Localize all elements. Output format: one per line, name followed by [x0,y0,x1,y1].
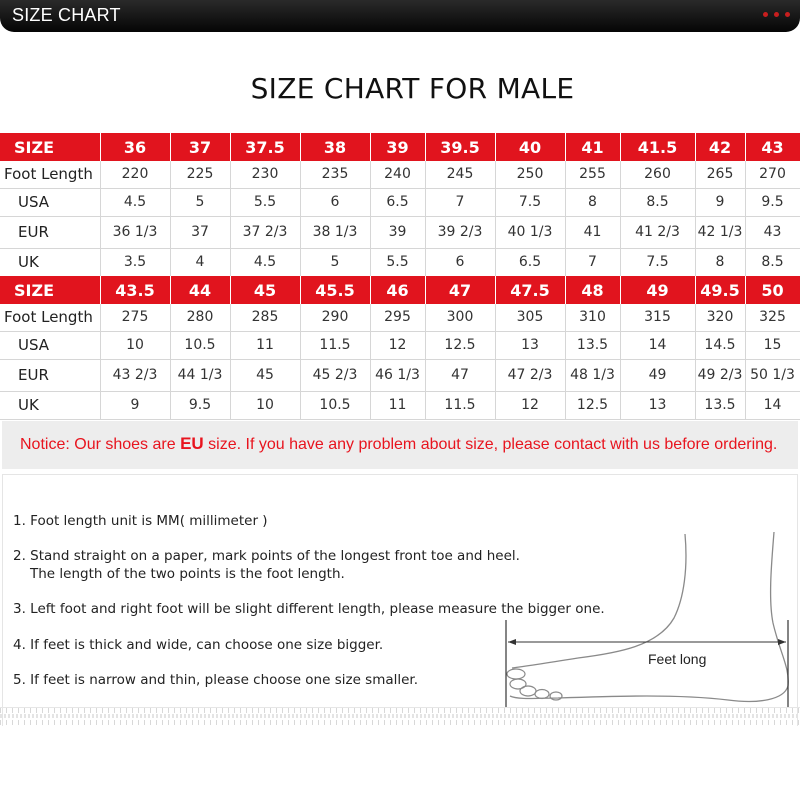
instruction-text: 2. Stand straight on a paper, mark points of the longest front toe and heel. [13,548,520,564]
table-cell: 14 [620,331,695,359]
table-cell: 235 [300,161,370,188]
size-label: SIZE [0,276,100,304]
size-header-row [0,133,800,161]
table-cell: 280 [170,304,230,331]
row-label: UK [0,391,100,419]
row-label: EUR [0,359,100,391]
table-cell: 39 2/3 [425,216,495,248]
table-row [0,359,800,391]
table-cell: 37 2/3 [230,216,300,248]
table-cell: 220 [100,161,170,188]
size-cell: 43.5 [100,276,170,304]
instruction-text: 3. Left foot and right foot will be slight different length, please measure the bigger one. [13,601,605,617]
table-cell: 6 [425,248,495,276]
instruction-item [13,637,383,653]
table-cell: 3.5 [100,248,170,276]
table-cell: 12 [370,331,425,359]
instruction-item [13,548,520,582]
size-cell: 49 [620,276,695,304]
instruction-item [13,672,418,688]
row-label: UK [0,248,100,276]
table-cell: 42 1/3 [695,216,745,248]
row-label: USA [0,331,100,359]
table-row [0,304,800,331]
dot-icon [763,12,768,17]
table-cell: 285 [230,304,300,331]
table-cell: 41 [565,216,620,248]
table-cell: 230 [230,161,300,188]
table-cell: 45 2/3 [300,359,370,391]
table-cell: 36 1/3 [100,216,170,248]
table-cell: 9 [100,391,170,419]
size-table-1 [0,133,800,277]
table-cell: 38 1/3 [300,216,370,248]
notice-prefix: Notice: Our shoes are [20,436,181,453]
table-cell: 300 [425,304,495,331]
table-cell: 49 [620,359,695,391]
table-cell: 310 [565,304,620,331]
table-cell: 6 [300,188,370,216]
instruction-text: 4. If feet is thick and wide, can choose one size bigger. [13,637,384,653]
table-cell: 270 [745,161,800,188]
dot-icon [785,12,790,17]
table-cell: 10 [100,331,170,359]
table-cell: 10.5 [170,331,230,359]
table-cell: 47 [425,359,495,391]
table-cell: 4 [170,248,230,276]
size-cell: 38 [300,133,370,161]
instruction-item [13,513,268,529]
size-cell: 47.5 [495,276,565,304]
table-cell: 37 [170,216,230,248]
size-cell: 44 [170,276,230,304]
size-cell: 46 [370,276,425,304]
table-cell: 13 [495,331,565,359]
table-cell: 13.5 [695,391,745,419]
table-cell: 14 [745,391,800,419]
table-row [0,331,800,359]
illustration-label: Feet long [648,651,707,667]
notice-suffix: size. If you have any problem about size, please contact with us before ordering. [203,436,778,453]
table-cell: 46 1/3 [370,359,425,391]
table-cell: 43 [745,216,800,248]
size-cell: 48 [565,276,620,304]
instruction-text: 5. If feet is narrow and thin, please choose one size smaller. [13,672,419,688]
instruction-text: 1. Foot length unit is MM( millimeter ) [13,513,268,529]
header-dots [763,12,790,17]
table-cell: 325 [745,304,800,331]
size-label: SIZE [0,133,100,161]
table-cell: 240 [370,161,425,188]
table-cell: 43 2/3 [100,359,170,391]
size-cell: 45.5 [300,276,370,304]
table-cell: 11.5 [425,391,495,419]
table-cell: 14.5 [695,331,745,359]
table-cell: 11 [370,391,425,419]
table-cell: 47 2/3 [495,359,565,391]
dot-icon [774,12,779,17]
table-cell: 40 1/3 [495,216,565,248]
table-cell: 10 [230,391,300,419]
table-cell: 225 [170,161,230,188]
size-cell: 36 [100,133,170,161]
table-cell: 8 [695,248,745,276]
table-cell: 12.5 [565,391,620,419]
table-cell: 13 [620,391,695,419]
table-cell: 260 [620,161,695,188]
table-cell: 5.5 [370,248,425,276]
table-cell: 11.5 [300,331,370,359]
table-cell: 290 [300,304,370,331]
table-cell: 9 [695,188,745,216]
notice-highlight: EU [180,434,204,453]
table-cell: 50 1/3 [745,359,800,391]
header-bar [0,0,800,32]
table-cell: 275 [100,304,170,331]
table-cell: 295 [370,304,425,331]
table-cell: 305 [495,304,565,331]
table-cell: 315 [620,304,695,331]
table-cell: 6.5 [370,188,425,216]
table-cell: 41 2/3 [620,216,695,248]
table-row [0,391,800,419]
table-cell: 7 [425,188,495,216]
size-cell: 43 [745,133,800,161]
table-cell: 7 [565,248,620,276]
foot-outline-icon [498,528,798,718]
table-row [0,188,800,216]
size-cell: 39.5 [425,133,495,161]
table-cell: 9.5 [170,391,230,419]
header-title: SIZE CHART [12,5,121,25]
size-cell: 47 [425,276,495,304]
table-cell: 320 [695,304,745,331]
table-cell: 11 [230,331,300,359]
notice-box [2,421,798,469]
row-label: EUR [0,216,100,248]
table-cell: 255 [565,161,620,188]
table-cell: 13.5 [565,331,620,359]
size-cell: 40 [495,133,565,161]
ruler-strip [0,707,800,725]
table-cell: 7.5 [620,248,695,276]
table-cell: 4.5 [100,188,170,216]
table-cell: 8 [565,188,620,216]
size-cell: 39 [370,133,425,161]
table-cell: 9.5 [745,188,800,216]
table-cell: 5 [300,248,370,276]
table-cell: 8.5 [620,188,695,216]
row-label: Foot Length [0,304,100,331]
table-cell: 7.5 [495,188,565,216]
size-cell: 42 [695,133,745,161]
table-cell: 15 [745,331,800,359]
size-cell: 37 [170,133,230,161]
size-cell: 41.5 [620,133,695,161]
table-cell: 49 2/3 [695,359,745,391]
row-label: USA [0,188,100,216]
table-cell: 8.5 [745,248,800,276]
size-cell: 45 [230,276,300,304]
instruction-continuation: The length of the two points is the foot length. [30,566,345,582]
table-row [0,161,800,188]
row-label: Foot Length [0,161,100,188]
table-cell: 6.5 [495,248,565,276]
size-table-2 [0,276,800,420]
table-cell: 265 [695,161,745,188]
size-cell: 50 [745,276,800,304]
table-cell: 5 [170,188,230,216]
size-header-row [0,276,800,304]
table-cell: 44 1/3 [170,359,230,391]
table-cell: 12 [495,391,565,419]
table-cell: 10.5 [300,391,370,419]
table-row [0,248,800,276]
table-cell: 12.5 [425,331,495,359]
table-cell: 5.5 [230,188,300,216]
notice-text [20,434,777,454]
table-cell: 48 1/3 [565,359,620,391]
table-cell: 39 [370,216,425,248]
table-cell: 45 [230,359,300,391]
table-cell: 245 [425,161,495,188]
size-cell: 37.5 [230,133,300,161]
page-title: SIZE CHART FOR MALE [250,72,575,105]
table-cell: 4.5 [230,248,300,276]
table-cell: 250 [495,161,565,188]
size-cell: 49.5 [695,276,745,304]
size-cell: 41 [565,133,620,161]
table-row [0,216,800,248]
